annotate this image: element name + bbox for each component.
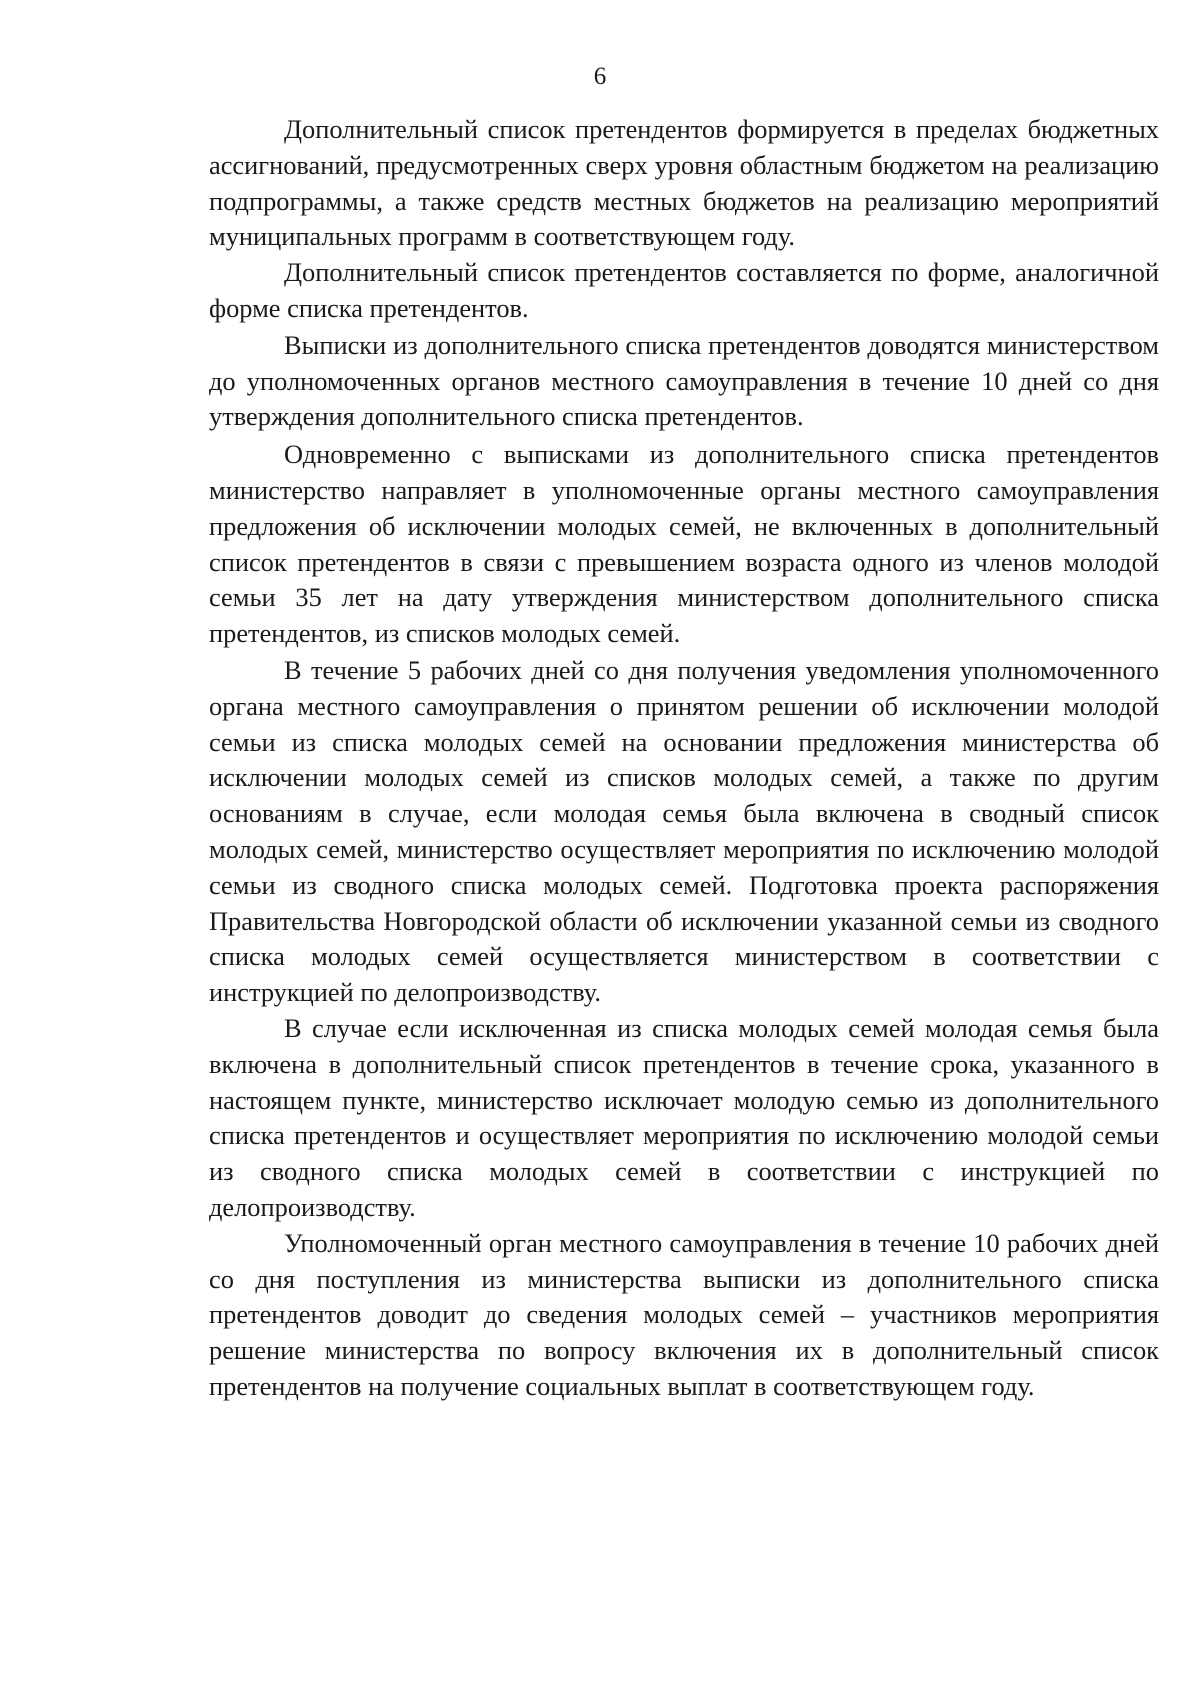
paragraph-additional-list-formation: Дополнительный список претендентов формируется в пределах бюджетных ассигнований, предусмотренных сверх уровня областным бюджетом на реализацию подпрограммы, а также средств местных бюджетов на реализацию мероприятий муниципальных программ в соответствующем году. (209, 114, 1159, 252)
paragraph-list-extracts: Выписки из дополнительного списка претендентов доводятся министерством до уполномоченных органов местного самоуправления в течение 10 дней со дня утверждения дополнительного списка претендентов. (209, 329, 1159, 432)
page-number: 6 (593, 63, 607, 90)
paragraph-exclusion-proposals: Одновременно с выписками из дополнительного списка претендентов министерство направляет в уполномоченные органы местного самоуправления предложения об исключении молодых семей, не включенных в дополнительный список претендентов в связи с превышением возраста одного из членов молодой семьи 35 лет на дату утверждения министерством дополнительного списка претендентов, из списков молодых семей. (209, 439, 1159, 649)
document-body (209, 112, 1159, 1405)
paragraph-notification: Уполномоченный орган местного самоуправления в течение 10 рабочих дней со дня поступления из министерства выписки из дополнительного списка претендентов доводит до сведения молодых семей – участников мероприятия решение министерства по вопросу включения их в дополнительный список претендентов на получение социальных выплат в соответствующем году. (209, 1227, 1159, 1401)
paragraph-exclusion-procedure: В течение 5 рабочих дней со дня получения уведомления уполномоченного органа местного самоуправления о принятом решении об исключении молодой семьи из списка молодых семей на основании предложения министерства об исключении молодых семей из списков молодых семей, а также по другим основаниям в случае, если молодая семья была включена в сводный список молодых семей, министерство осуществляет мероприятия по исключению молодой семьи из сводного списка молодых семей. Подготовка проекта распоряжения Правительства Новгородской области об исключении указанной семьи из сводного списка молодых семей осуществляется министерством в соответствии с инструкцией по делопроизводству. (209, 654, 1159, 1008)
paragraph-excluded-family: В случае если исключенная из списка молодых семей молодая семья была включена в дополнительный список претендентов в течение срока, указанного в настоящем пункте, министерство исключает молодую семью из дополнительного списка претендентов и осуществляет мероприятия по исключению молодой семьи из сводного списка молодых семей в соответствии с инструкцией по делопроизводству. (209, 1012, 1159, 1222)
paragraph-additional-list-form: Дополнительный список претендентов составляется по форме, аналогичной форме списка претендентов. (209, 257, 1159, 323)
